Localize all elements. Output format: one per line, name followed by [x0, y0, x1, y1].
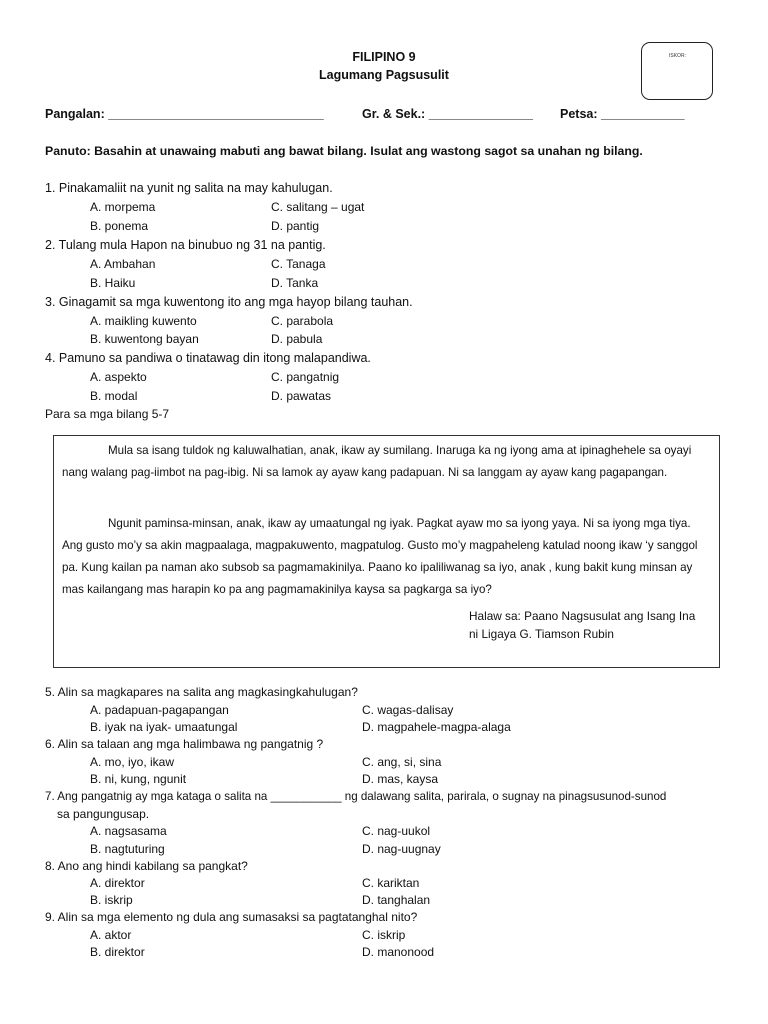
question-text: 5. Alin sa magkapares na salita ang magkasingkahulugan?	[45, 685, 358, 699]
option-d: D. nag-uugnay	[362, 842, 441, 856]
grade-section-field: Gr. & Sek.: _______________	[362, 107, 533, 121]
question-text-continued: sa pangungusap.	[57, 807, 150, 821]
option-c: C. wagas-dalisay	[362, 703, 454, 717]
option-b: B. kuwentong bayan	[90, 332, 199, 346]
option-b: B. direktor	[90, 945, 145, 959]
option-c: C. kariktan	[362, 876, 420, 890]
passage-paragraph-2	[62, 513, 712, 601]
option-a: A. aktor	[90, 928, 132, 942]
option-a: A. padapuan-pagapangan	[90, 703, 229, 717]
option-d: D. magpahele-magpa-alaga	[362, 720, 511, 734]
option-d: D. pantig	[271, 219, 320, 233]
option-d: D. Tanka	[271, 276, 319, 290]
option-a: A. direktor	[90, 876, 145, 890]
question-text: 9. Alin sa mga elemento ng dula ang sumasaksi sa pagtatanghal nito?	[45, 910, 418, 924]
option-a: A. mo, iyo, ikaw	[90, 755, 175, 769]
option-a: A. aspekto	[90, 370, 147, 384]
exam-title: Lagumang Pagsusulit	[319, 68, 449, 82]
option-d: D. manonood	[362, 945, 435, 959]
passage-intro: Para sa mga bilang 5-7	[45, 407, 170, 421]
date-field: Petsa: ____________	[560, 107, 685, 121]
question-text: 6. Alin sa talaan ang mga halimbawa ng pangatnig ?	[45, 737, 324, 751]
option-b: B. Haiku	[90, 276, 136, 290]
passage-text-2: Ngunit paminsa-minsan, anak, ikaw ay umaatungal ng iyak. Pagkat ayaw mo sa iyong yaya. Ni sa iyong mga tiya. Ang gusto mo’y sa akin magpaalaga, magpakuwento, magpatulog. Gusto mo’y magpaheleng katulad noong ikaw ‘y sanggol pa. Kung kailan pa naman ako subsob sa pagmamakinilya. Paano ko ipaliliwanag sa iyo, anak , kung bakit kung minsan ay mas kailangang mas harapin ko pa ang pagmamakinilya kaysa sa pagkarga sa iyo?	[62, 517, 698, 596]
option-a: A. Ambahan	[90, 257, 156, 271]
name-field: Pangalan: _______________________________	[45, 107, 324, 121]
option-b: B. nagtuturing	[90, 842, 165, 856]
option-b: B. ni, kung, ngunit	[90, 772, 187, 786]
instructions: Panuto: Basahin at unawaing mabuti ang bawat bilang. Isulat ang wastong sagot sa unahan ng bilang.	[45, 144, 643, 158]
option-c: C. salitang – ugat	[271, 200, 365, 214]
score-label: ISKOR:	[669, 53, 686, 59]
question-text: 8. Ano ang hindi kabilang sa pangkat?	[45, 859, 248, 873]
option-b: B. iskrip	[90, 893, 133, 907]
passage-text-1: Mula sa isang tuldok ng kaluwalhatian, anak, ikaw ay sumilang. Inaruga ka ng iyong ama at ipinaghehele sa oyayi nang walang pag-iimbot na pag-ibig. Ni sa lamok ay ayaw kang padapuan. Ni sa langgam ay ayaw kang pagapangan.	[62, 444, 692, 479]
score-box	[641, 42, 713, 100]
option-d: D. pabula	[271, 332, 323, 346]
option-a: A. maikling kuwento	[90, 314, 197, 328]
question-text: 1. Pinakamaliit na yunit ng salita na may kahulugan.	[45, 181, 333, 195]
option-d: D. tanghalan	[362, 893, 431, 907]
passage-paragraph-1	[62, 440, 712, 484]
option-c: C. nag-uukol	[362, 824, 431, 838]
option-c: C. parabola	[271, 314, 334, 328]
question-text: 4. Pamuno sa pandiwa o tinatawag din itong malapandiwa.	[45, 351, 371, 365]
passage-source: Halaw sa: Paano Nagsusulat ang Isang Ina	[469, 609, 696, 623]
passage-author: ni Ligaya G. Tiamson Rubin	[469, 627, 614, 641]
option-c: C. iskrip	[362, 928, 406, 942]
option-c: C. pangatnig	[271, 370, 340, 384]
option-a: A. nagsasama	[90, 824, 167, 838]
option-b: B. ponema	[90, 219, 149, 233]
question-text: 2. Tulang mula Hapon na binubuo ng 31 na pantig.	[45, 238, 326, 252]
option-c: C. ang, si, sina	[362, 755, 442, 769]
option-d: D. mas, kaysa	[362, 772, 439, 786]
option-c: C. Tanaga	[271, 257, 326, 271]
subject-title: FILIPINO 9	[352, 50, 416, 64]
option-a: A. morpema	[90, 200, 156, 214]
option-d: D. pawatas	[271, 389, 332, 403]
option-b: B. modal	[90, 389, 138, 403]
option-b: B. iyak na iyak- umaatungal	[90, 720, 238, 734]
question-text: 7. Ang pangatnig ay mga kataga o salita na ___________ ng dalawang salita, parirala, o sugnay na pinagsusunod-sunod	[45, 790, 667, 803]
question-text: 3. Ginagamit sa mga kuwentong ito ang mga hayop bilang tauhan.	[45, 295, 413, 309]
